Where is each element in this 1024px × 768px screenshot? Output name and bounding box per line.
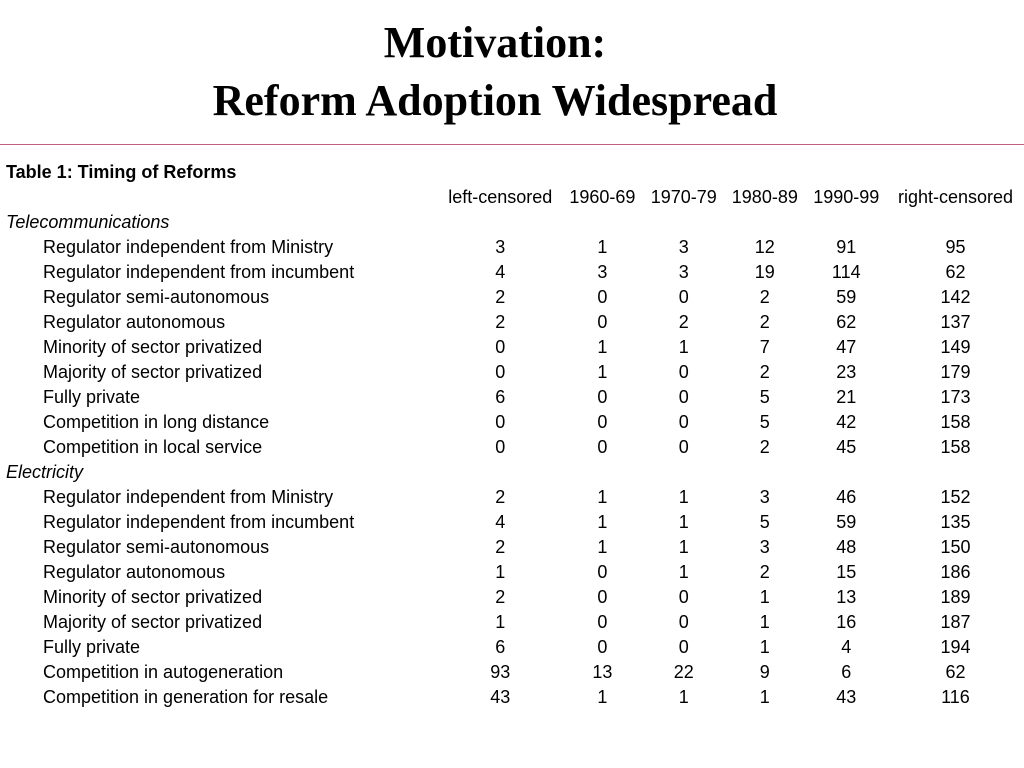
table-cell: 179 xyxy=(940,362,971,382)
table-cell: 3 xyxy=(495,237,506,257)
row-label: Competition in long distance xyxy=(43,412,270,432)
row-label: Regulator independent from incumbent xyxy=(43,512,355,532)
table-cell: 1 xyxy=(597,512,608,532)
table-cell: 142 xyxy=(940,287,971,307)
table-cell: 0 xyxy=(678,437,689,457)
table-cell: 22 xyxy=(673,662,694,682)
table-row xyxy=(0,260,1024,285)
group-label: Electricity xyxy=(6,462,84,482)
table-cell: 1 xyxy=(597,537,608,557)
table-cell: 149 xyxy=(940,337,971,357)
table-cell: 158 xyxy=(940,412,971,432)
table-cell: 0 xyxy=(678,412,689,432)
table-cell: 116 xyxy=(941,687,970,707)
table-cell: 62 xyxy=(945,662,966,682)
table-cell: 62 xyxy=(836,312,857,332)
table-cell: 173 xyxy=(940,387,971,407)
table-cell: 0 xyxy=(678,287,689,307)
table-cell: 0 xyxy=(597,562,608,582)
table-cell: 2 xyxy=(759,362,770,382)
column-header: 1970-79 xyxy=(650,187,717,207)
table-cell: 2 xyxy=(678,312,689,332)
table-row xyxy=(0,385,1024,410)
row-label: Regulator autonomous xyxy=(43,312,226,332)
table-cell: 0 xyxy=(495,337,506,357)
table-cell: 19 xyxy=(754,262,775,282)
table-cell: 1 xyxy=(495,612,506,632)
table-cell: 3 xyxy=(678,262,689,282)
table-row xyxy=(0,535,1024,560)
table-cell: 45 xyxy=(836,437,857,457)
table-cell: 21 xyxy=(836,387,857,407)
title-divider xyxy=(0,144,1024,145)
table-cell: 95 xyxy=(945,237,966,257)
table-cell: 12 xyxy=(754,237,775,257)
table-cell: 1 xyxy=(759,637,770,657)
table-row xyxy=(0,560,1024,585)
header-label-cell xyxy=(0,185,439,210)
row-label: Regulator semi-autonomous xyxy=(43,537,270,557)
table-row xyxy=(0,585,1024,610)
slide-title-line-1: Motivation: xyxy=(383,18,607,67)
table-cell: 0 xyxy=(597,637,608,657)
row-label: Competition in autogeneration xyxy=(43,662,284,682)
table-cell: 1 xyxy=(759,587,770,607)
row-label: Majority of sector privatized xyxy=(43,362,263,382)
row-label: Regulator independent from Ministry xyxy=(43,237,334,257)
table-header-row xyxy=(0,185,1024,210)
table-cell: 7 xyxy=(759,337,770,357)
table-cell: 1 xyxy=(759,687,770,707)
table-cell: 1 xyxy=(678,537,689,557)
table-cell: 4 xyxy=(841,637,852,657)
table-cell: 1 xyxy=(678,512,689,532)
table-cell: 42 xyxy=(836,412,857,432)
table-cell: 23 xyxy=(836,362,857,382)
table-cell: 0 xyxy=(678,587,689,607)
table-cell: 0 xyxy=(597,612,608,632)
table-cell: 16 xyxy=(836,612,857,632)
table-cell: 5 xyxy=(759,512,770,532)
table-cell: 2 xyxy=(495,487,506,507)
table-cell: 47 xyxy=(836,337,857,357)
table-cell: 1 xyxy=(678,487,689,507)
group-row xyxy=(0,210,1024,235)
table-cell: 2 xyxy=(495,537,506,557)
table-cell: 5 xyxy=(759,412,770,432)
row-label: Regulator autonomous xyxy=(43,562,226,582)
row-label: Majority of sector privatized xyxy=(43,612,263,632)
table-cell: 194 xyxy=(940,637,971,657)
table-cell: 2 xyxy=(759,562,770,582)
table-cell: 1 xyxy=(495,562,506,582)
table-cell: 114 xyxy=(831,262,861,282)
table-cell: 0 xyxy=(597,587,608,607)
table-row xyxy=(0,310,1024,335)
table-cell: 1 xyxy=(597,337,608,357)
table-cell: 46 xyxy=(836,487,857,507)
table-cell: 0 xyxy=(678,637,689,657)
table-cell: 0 xyxy=(597,312,608,332)
row-label: Regulator semi-autonomous xyxy=(43,287,270,307)
table-cell: 6 xyxy=(841,662,852,682)
table-cell: 0 xyxy=(678,387,689,407)
column-header: left-censored xyxy=(448,187,553,207)
column-header: 1990-99 xyxy=(813,187,880,207)
reforms-table xyxy=(0,185,1024,710)
table-cell: 135 xyxy=(940,512,971,532)
table-cell: 91 xyxy=(836,237,857,257)
table-cell: 0 xyxy=(597,412,608,432)
table-cell: 4 xyxy=(495,512,506,532)
table-row xyxy=(0,660,1024,685)
table-row xyxy=(0,485,1024,510)
table-cell: 15 xyxy=(836,562,857,582)
table-cell: 0 xyxy=(678,362,689,382)
table-body xyxy=(0,210,1024,710)
table-cell: 5 xyxy=(759,387,770,407)
table-cell: 1 xyxy=(597,487,608,507)
table-cell: 4 xyxy=(495,262,506,282)
table-cell: 0 xyxy=(495,437,506,457)
table-cell: 0 xyxy=(597,437,608,457)
table-cell: 0 xyxy=(678,612,689,632)
table-cell: 158 xyxy=(940,437,971,457)
table-cell: 3 xyxy=(597,262,608,282)
table-cell: 59 xyxy=(836,287,857,307)
table-cell: 186 xyxy=(940,562,971,582)
table-cell: 2 xyxy=(495,312,506,332)
table-caption: Table 1: Timing of Reforms xyxy=(6,162,237,182)
table-cell: 2 xyxy=(759,312,770,332)
table-cell: 0 xyxy=(495,362,506,382)
row-label: Competition in generation for resale xyxy=(43,687,329,707)
table-cell: 1 xyxy=(678,562,689,582)
table-cell: 1 xyxy=(678,687,689,707)
table-cell: 62 xyxy=(945,262,966,282)
table-cell: 2 xyxy=(759,287,770,307)
slide-title xyxy=(0,14,990,130)
column-header: 1980-89 xyxy=(731,187,798,207)
table-cell: 59 xyxy=(836,512,857,532)
table-row xyxy=(0,510,1024,535)
table-cell: 3 xyxy=(759,537,770,557)
row-label: Regulator independent from incumbent xyxy=(43,262,355,282)
table-row xyxy=(0,610,1024,635)
group-row xyxy=(0,460,1024,485)
column-header: right-censored xyxy=(897,187,1014,207)
table-cell: 1 xyxy=(678,337,689,357)
table-cell: 1 xyxy=(597,362,608,382)
table-row xyxy=(0,685,1024,710)
table-cell: 2 xyxy=(495,287,506,307)
table-row xyxy=(0,635,1024,660)
table-cell: 189 xyxy=(940,587,971,607)
slide-title-line-2: Reform Adoption Widespread xyxy=(212,76,778,125)
table-row xyxy=(0,360,1024,385)
row-label: Regulator independent from Ministry xyxy=(43,487,334,507)
table-cell: 13 xyxy=(592,662,613,682)
table-cell: 1 xyxy=(597,237,608,257)
table-cell: 1 xyxy=(759,612,770,632)
table-row xyxy=(0,335,1024,360)
table-cell: 152 xyxy=(940,487,971,507)
table-cell: 13 xyxy=(836,587,857,607)
table-cell: 3 xyxy=(678,237,689,257)
table-cell: 9 xyxy=(759,662,770,682)
table-row xyxy=(0,235,1024,260)
group-label: Telecommunications xyxy=(6,212,170,232)
table-row xyxy=(0,410,1024,435)
row-label: Fully private xyxy=(43,387,141,407)
table-cell: 43 xyxy=(836,687,857,707)
table-cell: 1 xyxy=(597,687,608,707)
column-header: 1960-69 xyxy=(569,187,636,207)
table-cell: 0 xyxy=(597,387,608,407)
table-cell: 2 xyxy=(495,587,506,607)
table-cell: 2 xyxy=(759,437,770,457)
row-label: Fully private xyxy=(43,637,141,657)
table-cell: 3 xyxy=(759,487,770,507)
table-cell: 48 xyxy=(836,537,857,557)
table-row xyxy=(0,285,1024,310)
table-cell: 93 xyxy=(490,662,511,682)
table-cell: 150 xyxy=(940,537,971,557)
table-cell: 137 xyxy=(940,312,971,332)
table-cell: 0 xyxy=(495,412,506,432)
table-cell: 43 xyxy=(490,687,511,707)
table-cell: 6 xyxy=(495,637,506,657)
row-label: Minority of sector privatized xyxy=(43,587,263,607)
row-label: Competition in local service xyxy=(43,437,263,457)
row-label: Minority of sector privatized xyxy=(43,337,263,357)
table-cell: 187 xyxy=(940,612,971,632)
table-row xyxy=(0,435,1024,460)
table-cell: 0 xyxy=(597,287,608,307)
table-cell: 6 xyxy=(495,387,506,407)
